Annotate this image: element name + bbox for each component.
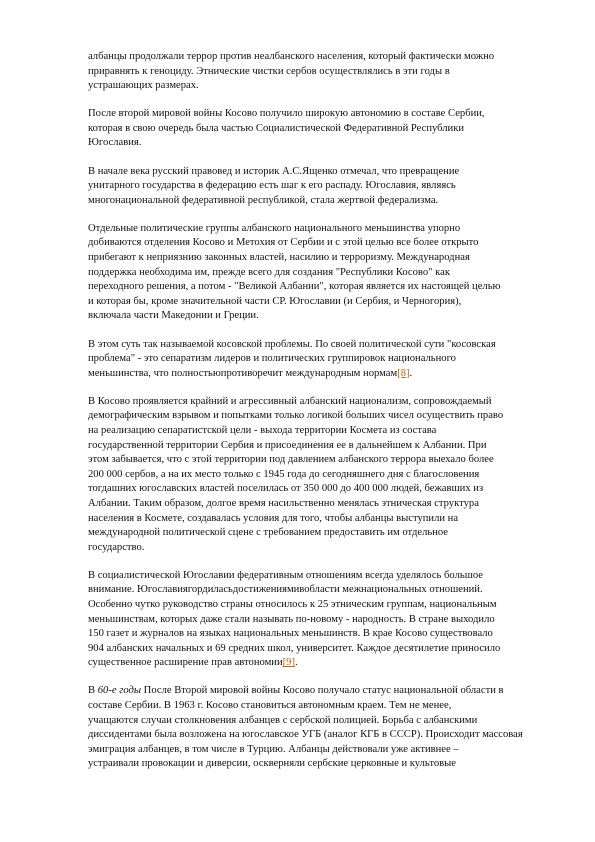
text-line: которая в свою очередь была частью Социалистической Федеративной Республики [88,122,465,134]
document-page [88,50,523,786]
text-line: В социалистической Югославии федеративным отношениям всегда уделялось большое [88,569,483,581]
text-fragment: существенное расширение прав автономии [88,657,283,669]
text-line: учащаются случаи столкновения албанцев с сербской полицией. Борьба с албанскими [88,714,478,726]
paragraph-6 [88,395,508,556]
text-line: многонациональной федеративной республикой, стала жертвой федерализма. [88,194,439,206]
paragraph-3 [88,165,508,209]
text-line: албанцы продолжали террор против неалбанского населения, который фактически можно [88,51,495,62]
paragraph-8 [88,684,523,772]
text-line: приравнять к геноциду. Этнические чистки сербов осуществлялись в эти годы в [88,65,450,77]
text-line: 200 000 сербов, а на их место только с 1945 года до сегодняшнего дня с благословения [88,468,480,480]
paragraph-7 [88,569,508,671]
text-line: этом забывается, что с этой территории под давлением албанского террора выехало более [88,454,494,466]
text-line: После второй мировой войны Косово получило широкую автономию в составе Сербии, [88,108,485,120]
paragraph-2 [88,107,508,151]
text-line: демографическим взрывом и попытками только логикой больших чисел осуществить право [88,410,504,422]
text-fragment: . [295,657,298,669]
text-line: В начале века русский правовед и историк А.С.Ященко отмечал, что превращение [88,165,460,177]
text-line: В Косово проявляется крайний и агрессивный албанский национализм, сопровождаемый [88,395,492,407]
text-fragment: В [88,685,98,697]
text-line [88,367,508,382]
text-line: 904 албанских начальных и 69 средних школ, университет. Каждое десятилетие приносило [88,642,501,654]
text-line: эмиграция албанцев, в том числе в Турцию. Албанцы действовали уже активнее – [88,743,459,755]
text-line: меньшинствам, которых даже стали называть по-новому - народность. В стране выходило [88,613,495,625]
text-line: Албании. Таким образом, долгое время насильственно менялась этническая структура [88,497,479,509]
text-line: проблема" - это сепаратизм лидеров и политических группировок национального [88,353,456,365]
text-line: добиваются отделения Косово и Метохия от Сербии и с этой целью все более открыто [88,237,479,249]
text-line: устрашающих размерах. [88,80,199,92]
text-line: Особенно чутко руководство страны относилось к 25 этническим группам, национальным [88,599,497,610]
text-line: Отдельные политические группы албанского национального меньшинства упорно [88,222,461,234]
text-line: поддержка необходима им, прежде всего для создания "Республики Косово" как [88,266,450,278]
text-fragment: После Второй мировой войны Косово получало статус национальной области в [141,685,504,697]
footnote-link-8[interactable]: [8] [397,367,410,379]
text-fragment: меньшинства, что полностьюпротиворечит международным нормам [88,367,398,379]
text-line: государственной территории Сербия и присоединения ее в дальнейшем к Албании. При [88,439,487,451]
text-line: включала части Македонии и Греции. [88,310,259,322]
text-line: на реализацию сепаратистской цели - выхода территории Космета из состава [88,424,437,436]
text-line: 150 газет и журналов на языках национальных меньшинств. В крае Косово существовало [88,628,493,640]
text-line: и которая бы, кроме значительной части СР. Югославии (и Сербия, и Черногория), [88,295,462,307]
text-line: населения в Космете, создавалась условия для того, чтобы албанцы выступили на [88,512,459,524]
text-line: тогдашних югославских властей поселилась от 350 000 до 400 000 людей, бежавших из [88,483,484,495]
text-line: переходного решения, а потом - "Великой Албании", которая является их настоящей целью [88,281,501,293]
text-line: международной политической сцене с требованием предоставить им отдельное [88,527,448,539]
text-line: составе Сербии. В 1963 г. Косово становиться автономным краем. Тем не менее, [88,700,452,712]
text-line: устраивали провокации и диверсии, оскверняли сербские церковные и культовые [88,758,456,770]
text-line [88,684,508,699]
paragraph-5 [88,338,508,382]
text-line: В этом суть так называемой косовской проблемы. По своей политической сути "косовская [88,338,496,350]
footnote-link-9[interactable]: [9] [282,657,295,669]
italic-phrase: 60-е годы [97,685,142,697]
text-line: государство. [88,541,145,553]
paragraph-4 [88,222,508,324]
text-fragment: . [409,367,413,379]
text-line: унитарного государства в федерацию есть шаг к его распаду. Югославия, являясь [88,180,456,192]
paragraph-1 [88,50,508,94]
text-line: диссидентами была возложена на югославское УГБ (аналог КГБ в СССР). Происходит массовая [88,729,523,741]
text-line: Югославия. [88,137,142,149]
text-line: внимание. Югославиягордиласьдостижениямивобласти межнациональных отношений. [88,584,483,596]
text-line [88,656,508,671]
text-line: прибегают к неприязнию законных властей, насилию и терроризму. Международная [88,252,470,264]
